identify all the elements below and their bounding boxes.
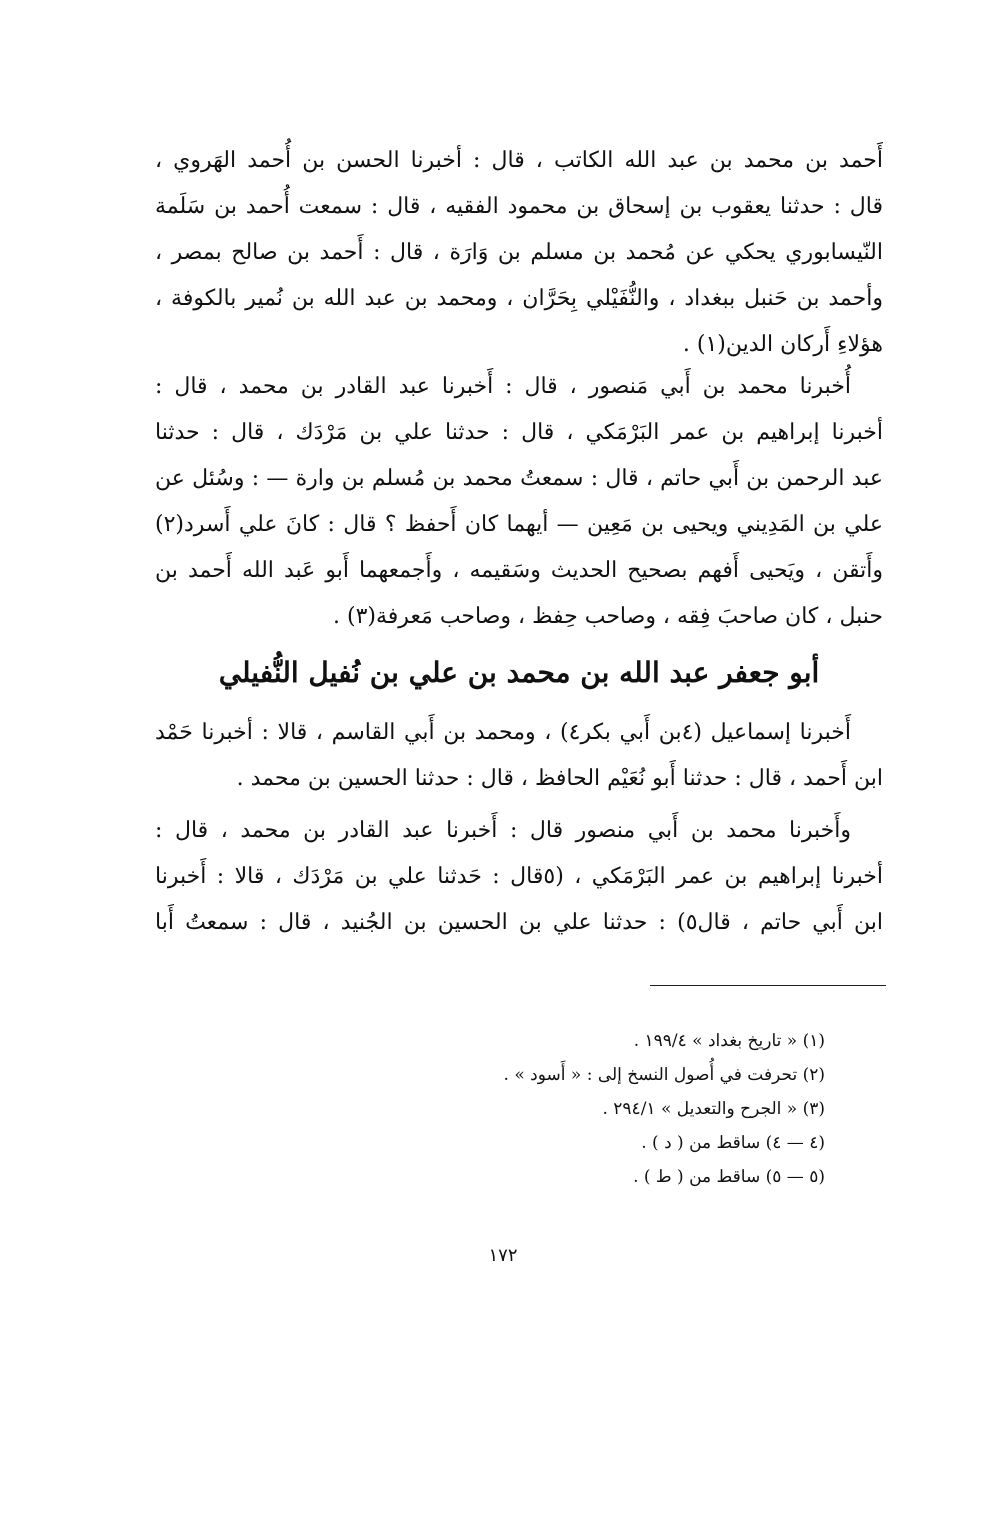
paragraph-4 xyxy=(155,808,883,946)
footnote-4: (٤ — ٤) ساقط من ( د ) . xyxy=(641,1133,825,1153)
paragraph-3 xyxy=(155,710,883,802)
footnotes xyxy=(300,1024,825,1194)
paragraph-1 xyxy=(155,138,883,368)
paragraph-2-line-2: أخبرنا إبراهيم بن عمر البَرْمَكي ، قال : حدثنا علي بن مَرْدَك ، قال : حدثنا xyxy=(155,420,883,445)
footnote-1: (١) « تاريخ بغداد » ١٩٩/٤ . xyxy=(633,1031,825,1051)
paragraph-2-line-5: وأَتقن ، ويَحيى أَفهم بصحيح الحديث وسَقيمه ، وأَجمعهما أَبو عَبد الله أَحمد بن xyxy=(155,558,883,583)
footnote-3: (٣) « الجرح والتعديل » ٢٩٤/١ . xyxy=(602,1099,825,1119)
paragraph-1-line-1: أَحمد بن محمد بن عبد الله الكاتب ، قال : أخبرنا الحسن بن أُحمد الهَروي ، xyxy=(155,148,883,173)
paragraph-4-line-3: ابن أَبي حاتم ، قال٥) : حدثنا علي بن الحسين بن الجُنيد ، قال : سمعتُ أَبا xyxy=(155,910,883,935)
paragraph-2-line-3: عبد الرحمن بن أَبي حاتم ، قال : سمعتُ محمد بن مُسلم بن وارة — : وسُئل عن xyxy=(155,466,883,491)
paragraph-2-line-4: علي بن المَدِيني ويحيى بن مَعِين — أيهما كان أَحفظ ؟ قال : كانَ علي أَسرد(٢) xyxy=(155,512,883,537)
footnote-separator xyxy=(650,985,886,986)
paragraph-4-line-1: وأَخبرنا محمد بن أَبي منصور قال : أَخبرنا عبد القادر بن محمد ، قال : xyxy=(155,818,851,843)
paragraph-1-line-4: وأحمد بن حَنبل ببغداد ، والنُّفَيْلي بِحَرَّان ، ومحمد بن عبد الله بن نُمير بالكوفة ، xyxy=(155,286,883,311)
footnote-2: (٢) تحرفت في أُصول النسخ إلى : « أَسود » . xyxy=(503,1065,825,1085)
paragraph-2-line-6: حنبل ، كان صاحبَ فِقه ، وصاحب حِفظ ، وصاحب مَعرفة(٣) . xyxy=(333,604,883,629)
paragraph-1-line-5: هؤلاءِ أَركان الدين(١) . xyxy=(682,332,883,357)
paragraph-2 xyxy=(155,364,883,640)
paragraph-3-line-1: أَخبرنا إسماعيل (٤بن أَبي بكر٤) ، ومحمد بن أَبي القاسم ، قالا : أخبرنا حَمْد xyxy=(155,720,852,745)
page-number: ١٧٢ xyxy=(488,1245,518,1266)
paragraph-1-line-2: قال : حدثنا يعقوب بن إسحاق بن محمود الفقيه ، قال : سمعت أُحمد بن سَلَمة xyxy=(155,194,883,219)
paragraph-2-line-1: أُخبرنا محمد بن أَبي مَنصور ، قال : أَخبرنا عبد القادر بن محمد ، قال : xyxy=(155,374,851,399)
paragraph-4-line-2: أخبرنا إبراهيم بن عمر البَرْمَكي ، (٥قال : حَدثنا علي بن مَرْدَك ، قالا : أَخبرنا xyxy=(155,864,883,889)
paragraph-1-line-3: النّيسابوري يحكي عن مُحمد بن مسلم بن وَارَة ، قال : أَحمد بن صالح بمصر ، xyxy=(155,240,883,265)
section-heading: أبو جعفر عبد الله بن محمد بن علي بن نُفيل النُّفيلي xyxy=(218,656,820,689)
paragraph-3-line-2: ابن أَحمد ، قال : حدثنا أَبو نُعَيْم الحافظ ، قال : حدثنا الحسين بن محمد . xyxy=(236,766,883,791)
footnote-5: (٥ — ٥) ساقط من ( ط ) . xyxy=(633,1167,825,1187)
